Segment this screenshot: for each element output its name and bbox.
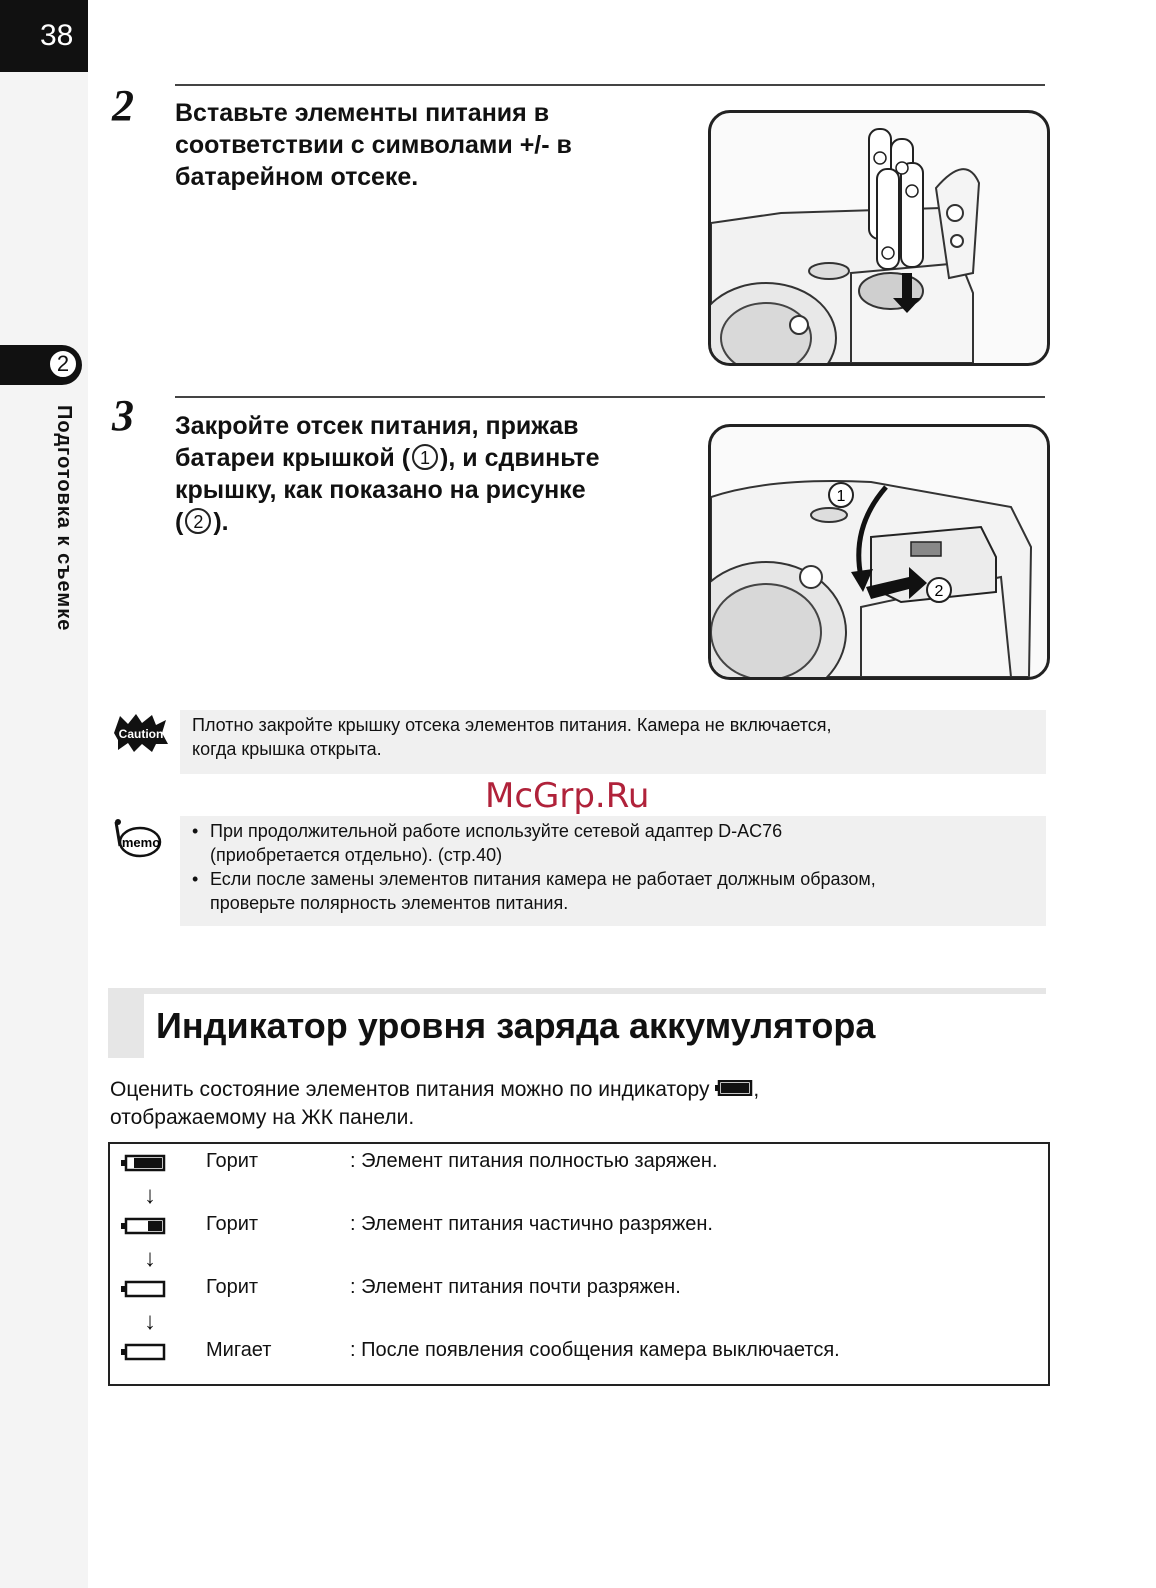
battery-insert-drawing xyxy=(711,113,1047,363)
page-number: 38 xyxy=(0,0,88,72)
caution-icon-label: Caution xyxy=(118,727,164,741)
step-3-text xyxy=(175,410,665,538)
section-title: Индикатор уровня заряда аккумулятора xyxy=(156,1005,876,1046)
memo-list xyxy=(180,816,1046,918)
battery-state: Горит xyxy=(206,1276,259,1298)
step-3-line: батареи крышкой ( 1 ), и сдвиньте xyxy=(175,444,600,472)
down-arrow-icon: ↓ xyxy=(144,1245,156,1272)
step-3-number: 3 xyxy=(112,391,134,440)
section-top-bar xyxy=(108,988,1046,994)
memo-item: • При продолжительной работе используйте сетевой адаптер D-AC76 (приобретается отдельно). (стр.40) xyxy=(188,819,1038,867)
step-3-line: крышку, как показано на рисунке xyxy=(175,476,586,504)
step-2-line: соответствии с символами +/- в xyxy=(175,131,572,159)
illus-label-2: 2 xyxy=(934,583,944,600)
step-2-line: батарейном отсеке. xyxy=(175,163,419,191)
step-3-line: ( 2 ). xyxy=(175,508,229,536)
step-3-line: Закройте отсек питания, прижав xyxy=(175,412,579,440)
battery-description: : Элемент питания частично разряжен. xyxy=(350,1213,713,1235)
step-2-rule xyxy=(175,84,1045,86)
battery-description: : После появления сообщения камера выключается. xyxy=(350,1339,840,1361)
battery-state: Горит xyxy=(206,1150,259,1172)
step-3-rule xyxy=(175,396,1045,398)
battery-insert-illustration xyxy=(708,110,1050,366)
section-side-bar xyxy=(108,988,144,1058)
battery-state: Мигает xyxy=(206,1339,272,1361)
circled-number-1: 1 xyxy=(412,444,438,470)
battery-level-icon xyxy=(120,1280,168,1303)
step-2-number: 2 xyxy=(112,81,134,130)
caution-line: когда крышка открыта. xyxy=(192,739,382,759)
step-2-line: Вставьте элементы питания в xyxy=(175,99,550,127)
watermark: McGrp.Ru xyxy=(485,776,650,816)
memo-item: • Если после замены элементов питания камера не работает должным образом, проверьте полярность элементов питания. xyxy=(188,867,1038,915)
battery-level-icon xyxy=(120,1343,168,1366)
chapter-number: 2 xyxy=(48,349,78,379)
left-margin-rail xyxy=(0,72,88,1588)
battery-description: : Элемент питания полностью заряжен. xyxy=(350,1150,718,1172)
intro-line-2: отображаемому на ЖК панели. xyxy=(110,1106,415,1129)
battery-level-table xyxy=(108,1142,1050,1386)
cover-close-drawing xyxy=(711,427,1047,677)
down-arrow-icon: ↓ xyxy=(144,1308,156,1335)
battery-state: Горит xyxy=(206,1213,259,1235)
battery-full-icon xyxy=(715,1076,753,1092)
caution-icon xyxy=(110,712,170,754)
caution-line: Плотно закройте крышку отсека элементов питания. Камера не включается, xyxy=(192,715,832,735)
section-intro: Оценить состояние элементов питания можно по индикатору , отображаемому на ЖК панели. xyxy=(110,1076,1040,1132)
memo-icon-label: memo xyxy=(121,835,161,850)
intro-line-1: Оценить состояние элементов питания можно по индикатору xyxy=(110,1078,710,1101)
caution-box xyxy=(180,710,1046,774)
chapter-title: Подготовка к съемке xyxy=(53,405,75,632)
battery-level-icon xyxy=(120,1154,168,1177)
circled-number-2: 2 xyxy=(185,508,211,534)
illus-label-1: 1 xyxy=(836,488,846,505)
battery-description: : Элемент питания почти разряжен. xyxy=(350,1276,681,1298)
battery-level-icon xyxy=(120,1217,168,1240)
step-2-text xyxy=(175,97,665,193)
memo-icon xyxy=(110,816,164,860)
cover-close-illustration xyxy=(708,424,1050,680)
down-arrow-icon: ↓ xyxy=(144,1182,156,1209)
memo-box xyxy=(180,816,1046,926)
